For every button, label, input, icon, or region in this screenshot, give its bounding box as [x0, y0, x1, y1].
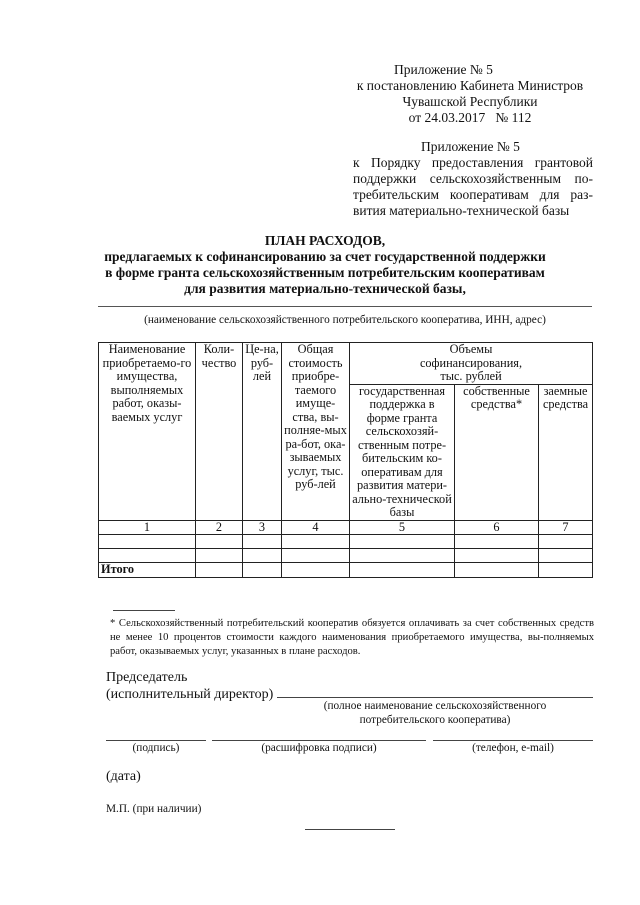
header-total-cost: Общая стоимость приобре-таемого имуще-ства, вы-полняе-мых ра-бот, ока-зываемых услуг, тыс. руб-лей	[282, 343, 350, 521]
appendix-republic: Чувашской Республики	[402, 94, 538, 109]
appendix-header-1	[340, 62, 600, 126]
chairman-label: Председатель	[106, 670, 188, 685]
decode-caption: (расшифровка подписи)	[261, 742, 377, 754]
expense-plan-table	[98, 342, 593, 578]
date-label: (дата)	[106, 769, 141, 784]
stamp-label: М.П. (при наличии)	[106, 803, 202, 815]
table-row	[99, 535, 593, 549]
title-sub-3: для развития материально-технической базы,	[184, 281, 466, 296]
header-cofinancing-group: Объемы софинансирования, тыс. рублей	[350, 343, 593, 385]
appendix2-text: к Порядку предоставления грантовой поддержки сельскохозяйственным по-требительским кооперативам для раз-вития материально-технической базы	[353, 155, 593, 218]
appendix-date: от 24.03.2017 № 112	[408, 110, 532, 125]
cooperative-name-caption: (наименование сельскохозяйственного потребительского кооператива, ИНН, адрес)	[144, 314, 546, 326]
appendix-decree: к постановлению Кабинета Министров	[356, 78, 584, 93]
document-title	[90, 233, 560, 297]
cooperative-name-line	[98, 306, 592, 307]
header-own-funds: собственные средства*	[455, 384, 539, 520]
column-number: 3	[243, 520, 282, 535]
header-price: Це-на, руб-лей	[243, 343, 282, 521]
title-main: ПЛАН РАСХОДОВ,	[264, 233, 386, 248]
footnote-separator	[113, 610, 175, 611]
header-borrowed-funds: заемные средства	[539, 384, 593, 520]
signature-caption: (подпись)	[132, 742, 180, 754]
total-label: Итого	[99, 563, 196, 578]
column-number: 4	[282, 520, 350, 535]
organization-caption-line-2: потребительского кооператива)	[359, 714, 511, 726]
column-number: 2	[196, 520, 243, 535]
title-sub-2: в форме гранта сельскохозяйственным потребительским кооперативам	[105, 265, 545, 280]
appendix2-number: Приложение № 5	[421, 139, 520, 154]
header-quantity: Коли-чество	[196, 343, 243, 521]
phone-caption: (телефон, е-mail)	[472, 742, 554, 754]
title-sub-1: предлагаемых к софинансированию за счет государственной поддержки	[104, 249, 546, 264]
column-number: 6	[455, 520, 539, 535]
director-label: (исполнительный директор)	[106, 687, 274, 702]
document-end-line	[305, 829, 395, 830]
table-row	[99, 549, 593, 563]
footnote-text: * Сельскохозяйственный потребительский кооператив обязуется оплачивать за счет собственных средств не менее 10 процентов стоимости каждого наименования приобретаемого имущества, вы-полняемых работ, оказываемых услуг, указанных в плане расходов.	[110, 618, 594, 657]
organization-name-line	[277, 697, 593, 698]
total-row	[99, 563, 593, 578]
column-number: 1	[99, 520, 196, 535]
appendix-header-2	[353, 139, 593, 219]
organization-caption-line-1: (полное наименование сельскохозяйственного	[323, 700, 547, 712]
header-item-name: Наименование приобретаемо-го имущества, выполняемых работ, оказы-ваемых услуг	[99, 343, 196, 521]
column-number: 7	[539, 520, 593, 535]
column-numbers-row	[99, 520, 593, 535]
organization-caption	[277, 699, 593, 727]
header-state-support: государственная поддержка в форме гранта сельскохозяй-ственным потре-бительским ко-оперативам для развития матери-ально-технической базы	[350, 384, 455, 520]
column-number: 5	[350, 520, 455, 535]
appendix-number: Приложение № 5	[394, 62, 493, 77]
